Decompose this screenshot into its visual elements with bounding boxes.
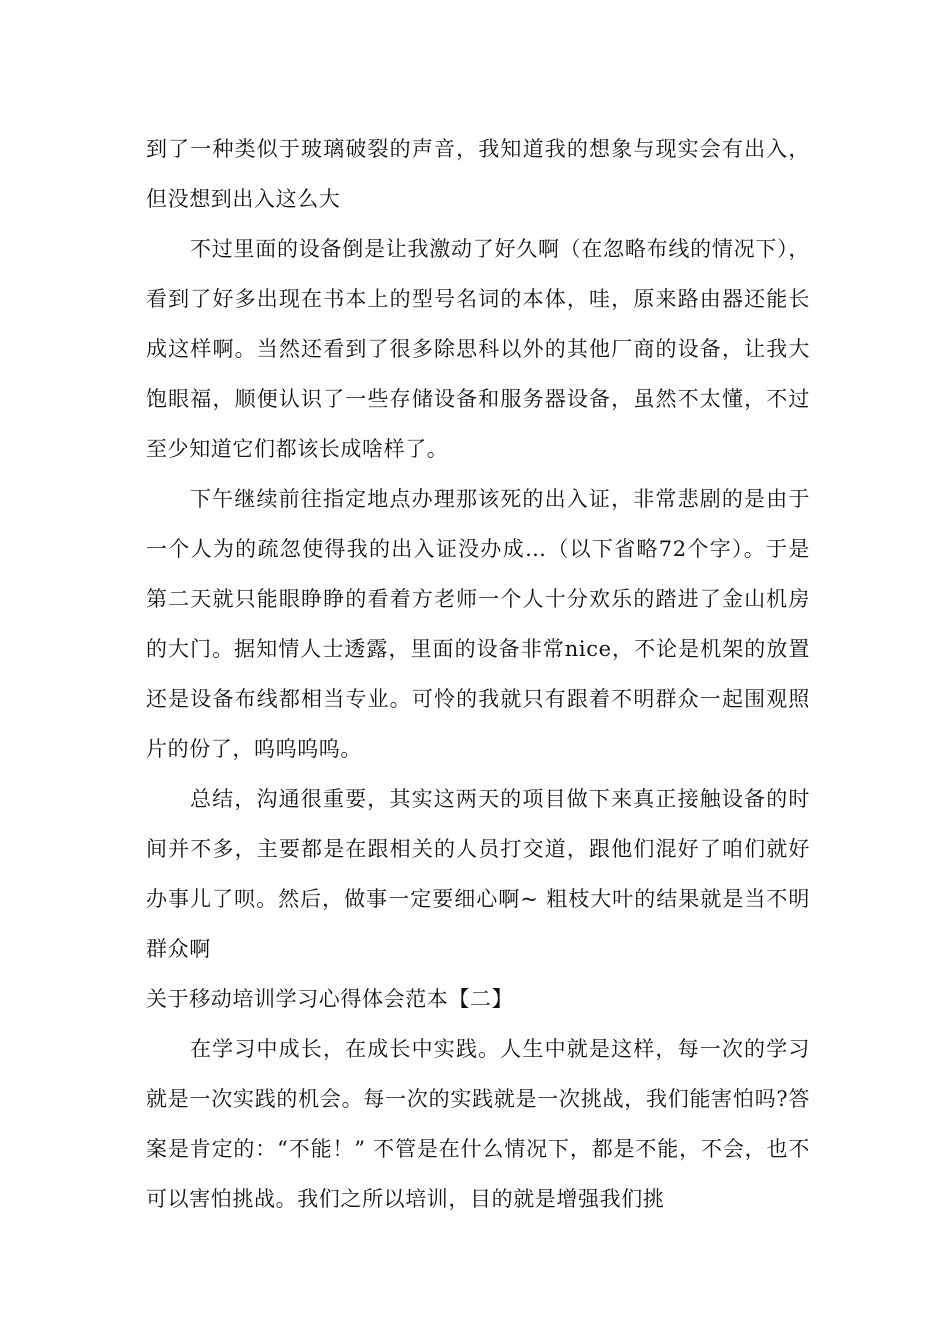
paragraph-continued: 到了一种类似于玻璃破裂的声音，我知道我的想象与现实会有出入，但没想到出入这么大 — [146, 137, 810, 211]
document-body — [146, 124, 810, 1224]
paragraph-section-two: 在学习中成长，在成长中实践。人生中就是这样，每一次的学习就是一次实践的机会。每一次的实践就是一次挑战，我们能害怕吗?答案是肯定的：“不能！” 不管是在什么情况下，都是不能，不会，也不可以害怕挑战。我们之所以培训，目的就是增强我们挑 — [146, 1037, 810, 1211]
section-heading: 关于移动培训学习心得体会范本【二】 — [146, 987, 514, 1011]
paragraph-equipment: 不过里面的设备倒是让我激动了好久啊（在忽略布线的情况下），看到了好多出现在书本上的型号名词的本体，哇，原来路由器还能长成这样啊。当然还看到了很多除思科以外的其他厂商的设备，让我大饱眼福，顺便认识了一些存储设备和服务器设备，虽然不太懂，不过至少知道它们都该长成啥样了。 — [146, 237, 810, 461]
paragraph-summary: 总结，沟通很重要，其实这两天的项目做下来真正接触设备的时间并不多，主要都是在跟相关的人员打交道，跟他们混好了咱们就好办事儿了呗。然后，做事一定要细心啊~ 粗枝大叶的结果就是当不明群众啊 — [146, 787, 810, 961]
paragraph-access-pass: 下午继续前往指定地点办理那该死的出入证，非常悲剧的是由于一个人为的疏忽使得我的出入证没办成…（以下省略72个字）。于是第二天就只能眼睁睁的看着方老师一个人十分欢乐的踏进了金山机房的大门。据知情人士透露，里面的设备非常nice，不论是机架的放置还是设备布线都相当专业。可怜的我就只有跟着不明群众一起围观照片的份了，呜呜呜呜。 — [146, 487, 810, 761]
